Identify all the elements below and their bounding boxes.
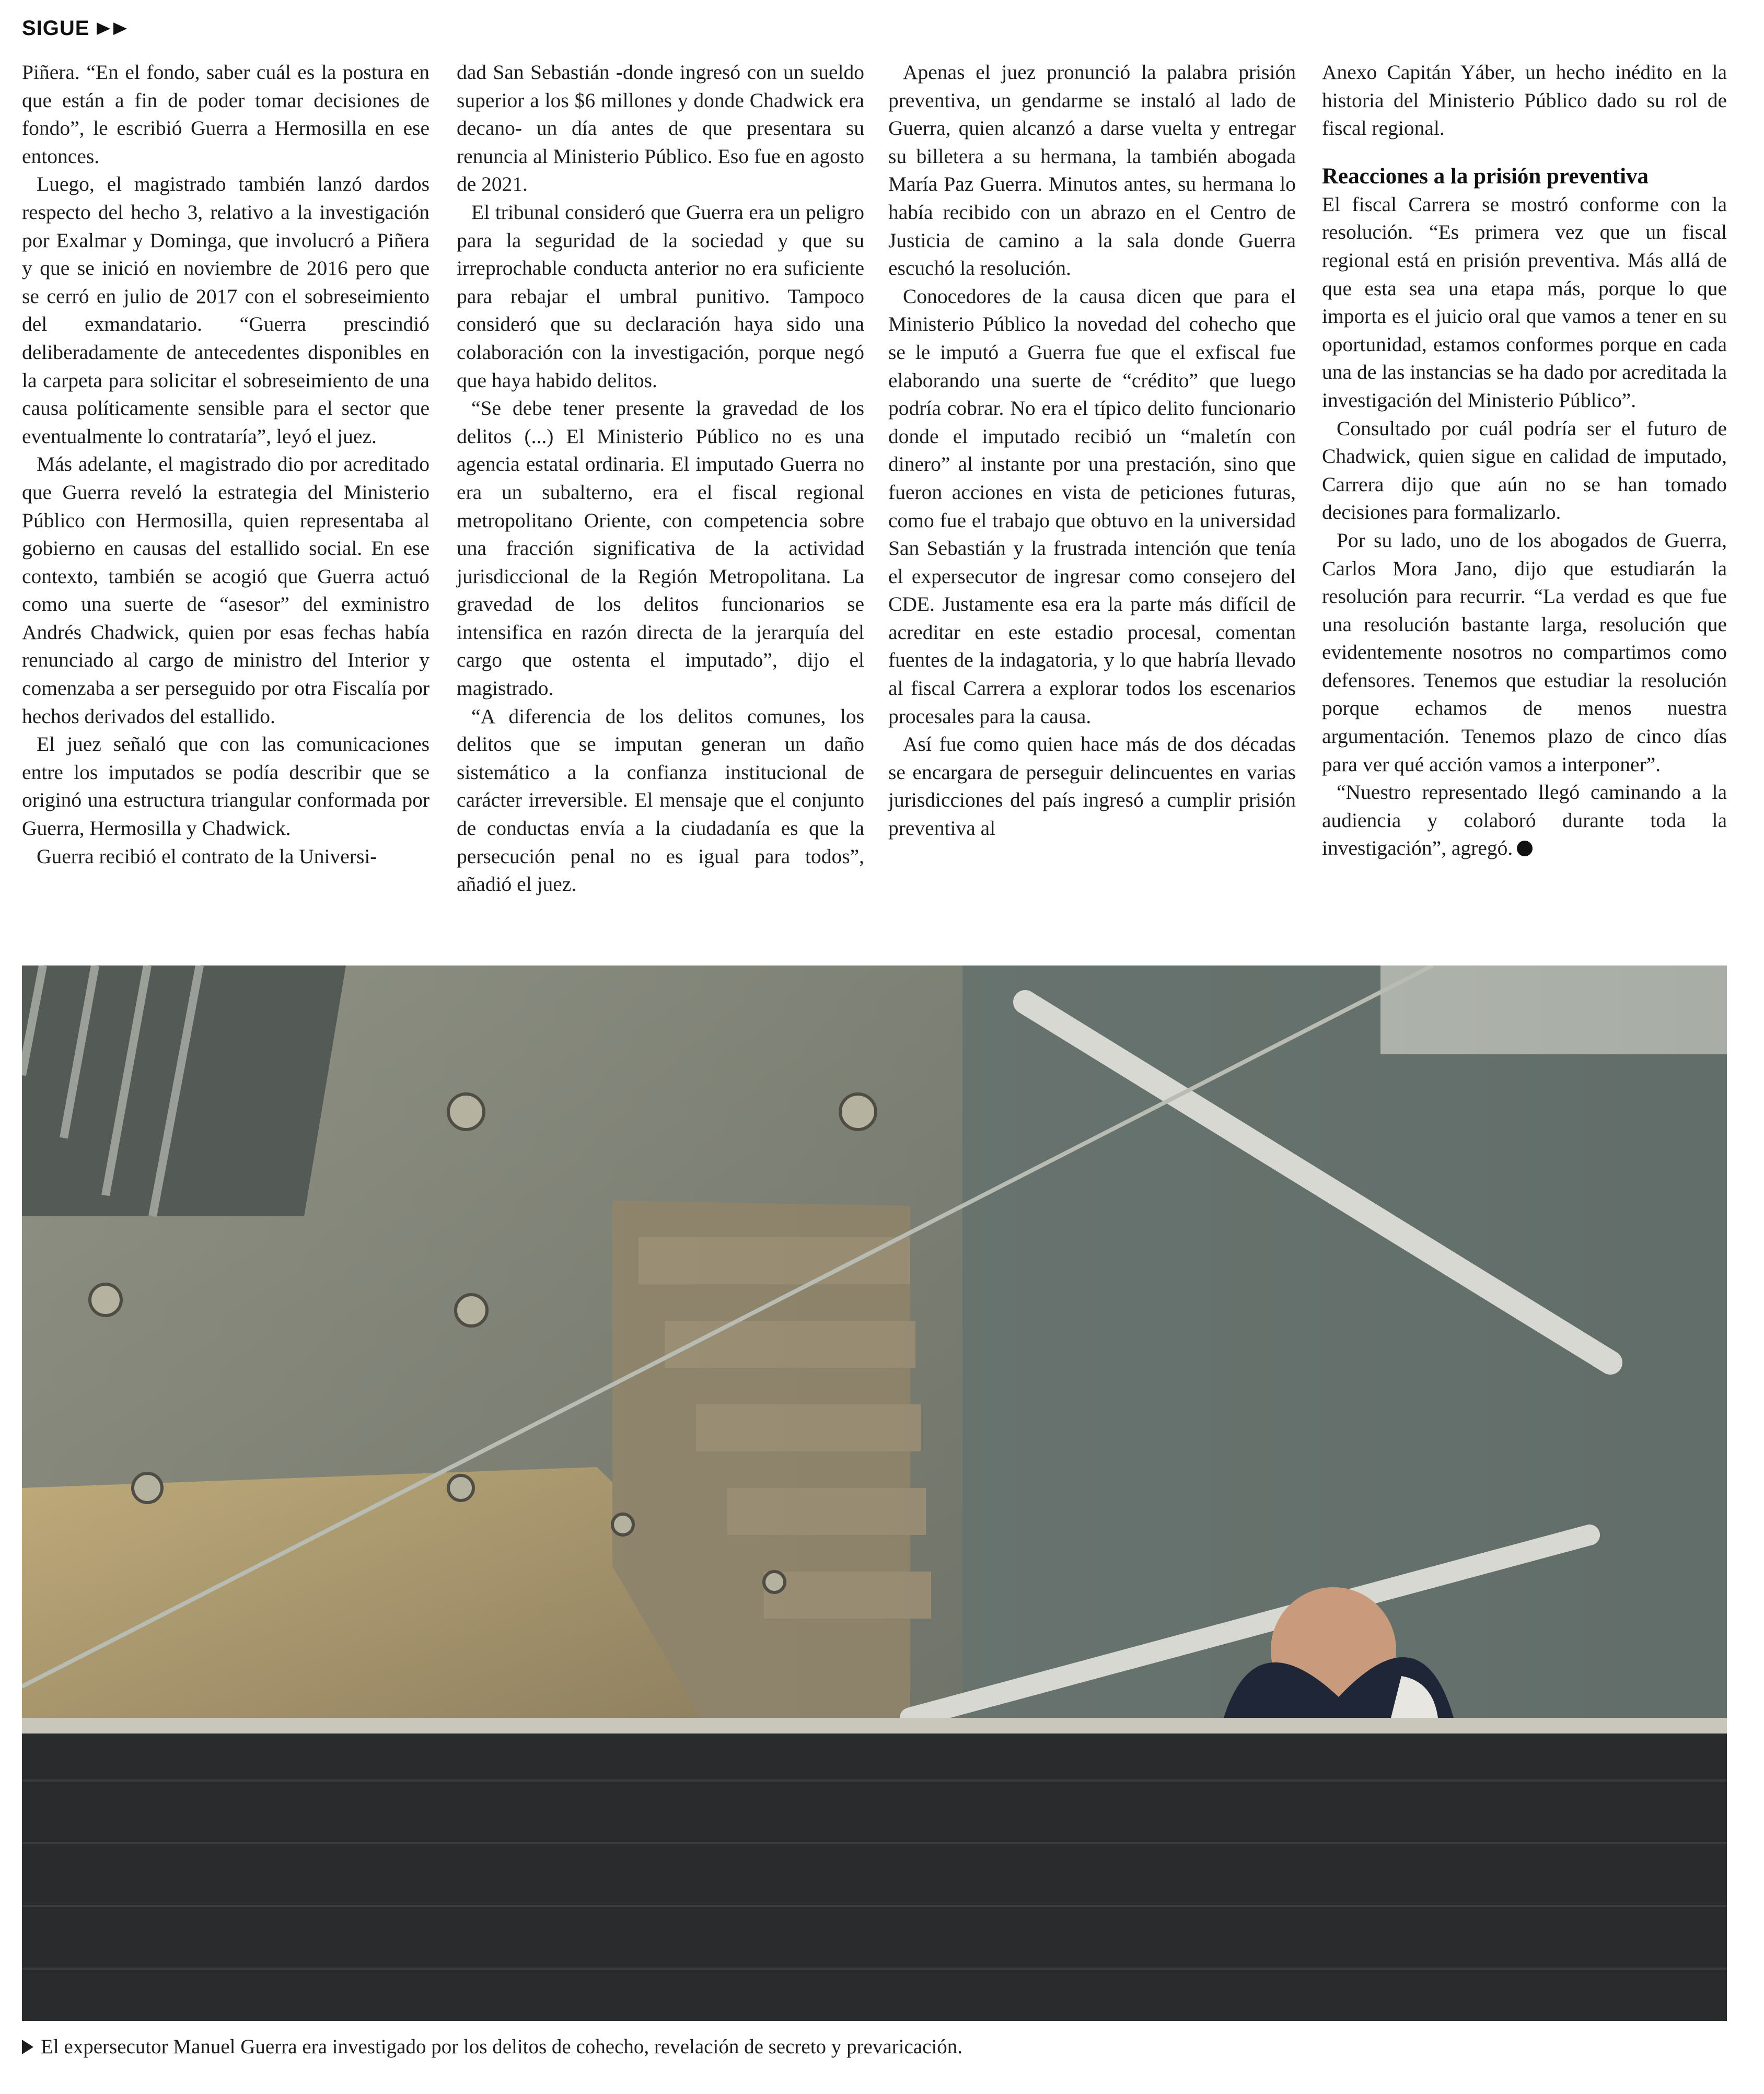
paragraph: Luego, el magistrado también lanzó dardos respecto del hecho 3, relativo a la investigación por Exalmar y Dominga, que involucró a Piñera y que se inició en noviembre de 2016 pero que se cerró en julio de 2017 con el sobreseimiento del exmandatario. “Guerra prescindió deliberadamente de antecedentes disponibles en la carpeta para solicitar el sobreseimiento de una causa políticamente sensible para el sector que eventualmente lo contrataría”, leyó el juez.	[22, 172, 430, 448]
paragraph: dad San Sebastián -donde ingresó con un sueldo superior a los $6 millones y donde Chadwick era decano- un día antes de que presentara su renuncia al Ministerio Público. Eso fue en agosto de 2021.	[457, 61, 864, 196]
caption-text: El expersecutor Manuel Guerra era investigado por los delitos de cohecho, revelación de secreto y prevaricación.	[41, 2035, 963, 2058]
kicker-label: SIGUE	[22, 17, 90, 40]
article-column-2	[457, 59, 864, 899]
section-subhead: Reacciones a la prisión preventiva	[1322, 164, 1649, 189]
article-column-1	[22, 59, 430, 870]
paragraph: Piñera. “En el fondo, saber cuál es la postura en que están a fin de poder tomar decisiones de fondo”, le escribió Guerra a Hermosilla en ese entonces.	[22, 61, 430, 168]
section-kicker	[22, 17, 128, 40]
paragraph: “A diferencia de los delitos comunes, los delitos que se imputan generan un daño sistemático a la confianza institucional de carácter irreversible. El mensaje que el conjunto de conductas envía a la ciudadanía es que la persecución penal no es igual para todos”, añadió el juez.	[457, 704, 864, 896]
paragraph: Consultado por cuál podría ser el futuro de Chadwick, quien sigue en calidad de imputado, Carrera dijo que aún no se han tomado decisiones para formalizarlo.	[1322, 416, 1727, 524]
paragraph: Más adelante, el magistrado dio por acreditado que Guerra reveló la estrategia del Ministerio Público con Hermosilla, quien representaba al gobierno en causas del estallido social. En ese contexto, también se acogió que Guerra actuó como una suerte de “asesor” del exministro Andrés Chadwick, quien por esas fechas había renunciado al cargo de ministro del Interior y comenzaba a ser perseguido por otra Fiscalía por hechos derivados del estallido.	[22, 452, 430, 728]
paragraph: Así fue como quien hace más de dos décadas se encargara de perseguir delincuentes en varias jurisdicciones del país ingresó a cumplir prisión preventiva al	[888, 732, 1296, 840]
paragraph	[1322, 778, 1727, 863]
paragraph: Guerra recibió el contrato de la Universi-	[37, 844, 377, 868]
photo-caption	[22, 2035, 962, 2058]
paragraph: Conocedores de la causa dicen que para el Ministerio Público la novedad del cohecho que se le imputó a Guerra fue que el exfiscal fue elaborando una suerte de “crédito” que luego podría cobrar. No era el típico delito funcionario donde el imputado recibió un “maletín con dinero” al instante por una prestación, sino que fueron acciones en vista de peticiones futuras, como fue el trabajo que obtuvo en la universidad San Sebastián y la frustrada intención que tenía el expersecutor de ingresar como consejero del CDE. Justamente esa era la parte más difícil de acreditar en este estadio procesal, comentan fuentes de la indagatoria, y lo que habría llevado al fiscal Carrera a explorar todos los escenarios procesales para la causa.	[888, 284, 1296, 728]
article-photo	[22, 965, 1727, 2021]
paragraph: Por su lado, uno de los abogados de Guerra, Carlos Mora Jano, dijo que estudiarán la resolución para recurrir. “La verdad es que fue una resolución bastante larga, resolución que evidentemente nosotros no compartimos como defensores. Tenemos que estudiar la resolución porque echamos de menos nuestra argumentación. Tenemos plazo de cinco días para ver qué acción vamos a interponer”.	[1322, 528, 1727, 776]
paragraph: El juez señaló que con las comunicaciones entre los imputados se podía describir que se originó una estructura triangular conformada por Guerra, Hermosilla y Chadwick.	[22, 732, 430, 840]
paragraph: “Se debe tener presente la gravedad de los delitos (...) El Ministerio Público no es una agencia estatal ordinaria. El imputado Guerra no era un subalterno, era el fiscal regional metropolitano Oriente, con competencia sobre una fracción significativa de la actividad jurisdiccional de la Región Metropolitana. La gravedad de los delitos funcionarios se intensifica en razón directa de la jerarquía del cargo que ostenta el imputado”, dijo el magistrado.	[457, 397, 864, 700]
paragraph: Apenas el juez pronunció la palabra prisión preventiva, un gendarme se instaló al lado de Guerra, quien alcanzó a darse vuelta y entregar su billetera a su hermana, la también abogada María Paz Guerra. Minutos antes, su hermana lo había recibido con un abrazo en el Centro de Justicia de camino a la sala donde Guerra escuchó la resolución.	[888, 61, 1296, 280]
caption-triangle-icon	[22, 2040, 33, 2054]
article-column-4	[1322, 59, 1727, 863]
paragraph: Anexo Capitán Yáber, un hecho inédito en la historia del Ministerio Público dado su rol de fiscal regional.	[1322, 61, 1727, 140]
article-column-3	[888, 59, 1296, 843]
paragraph: El fiscal Carrera se mostró conforme con la resolución. “Es primera vez que un fiscal regional está en prisión preventiva. Más allá de que esta sea una etapa más, porque lo que importa es el juicio oral que vamos a tener en su oportunidad, estamos conformes porque en cada una de las instancias se ha dado por acreditada la investigación del Ministerio Público”.	[1322, 192, 1727, 412]
paragraph: El tribunal consideró que Guerra era un peligro para la seguridad de la sociedad y que su irreprochable conducta anterior no era suficiente para rebajar el umbral punitivo. Tampoco consideró que su declaración haya sido una colaboración con la investigación, porque negó que haya habido delitos.	[457, 200, 864, 392]
paragraph-text: “Nuestro representado llegó caminando a la audiencia y colaboró durante toda la investigación”, agregó.	[1322, 781, 1727, 860]
double-arrow-icon	[96, 21, 128, 37]
end-of-article-icon	[1517, 841, 1533, 856]
